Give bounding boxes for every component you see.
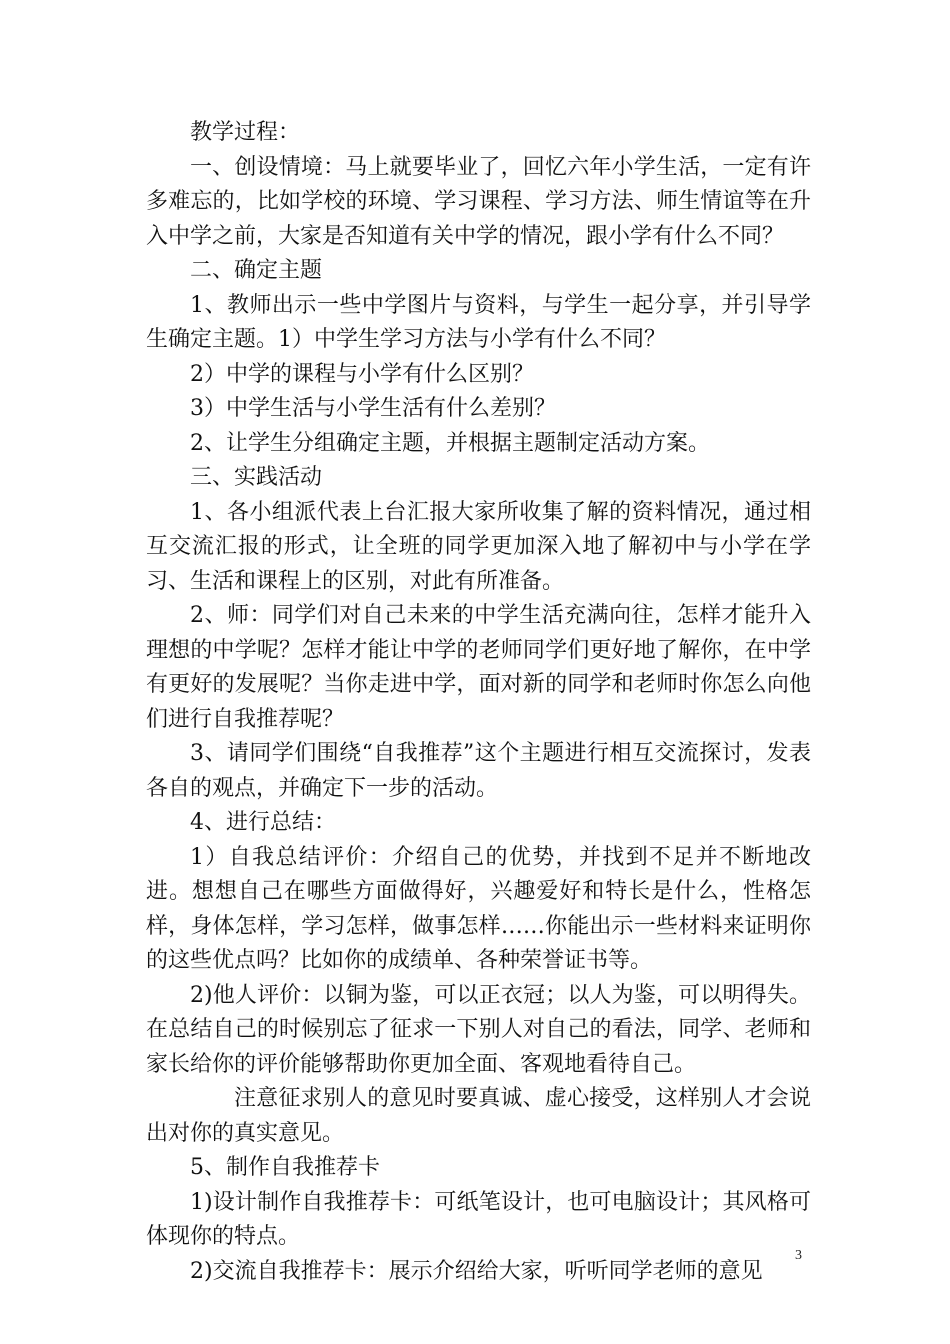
paragraph: 3、请同学们围绕“自我推荐”这个主题进行相互交流探讨，发表各自的观点，并确定下一步的活动。 <box>146 741 811 801</box>
paragraph: 2、师：同学们对自己未来的中学生活充满向往，怎样才能升入理想的中学呢？怎样才能让中学的老师同学们更好地了解你，在中学有更好的发展呢？当你走进中学，面对新的同学和老师时你怎么向他们进行自我推荐呢？ <box>146 603 811 732</box>
paragraph: 2)交流自我推荐卡：展示介绍给大家，听听同学老师的意见 <box>190 1258 763 1284</box>
paragraph: 1、各小组派代表上台汇报大家所收集了解的资料情况，通过相互交流汇报的形式，让全班的同学更加深入地了解初中与小学在学习、生活和课程上的区别，对此有所准备。 <box>146 499 811 594</box>
paragraph: 2、让学生分组确定主题，并根据主题制定活动方案。 <box>190 430 710 456</box>
paragraph: 教学过程： <box>190 120 301 145</box>
paragraph: 3）中学生活与小学生活有什么差别？ <box>190 396 556 421</box>
paragraph: 1、教师出示一些中学图片与资料，与学生一起分享，并引导学生确定主题。1）中学生学习方法与小学有什么不同？ <box>146 292 811 352</box>
paragraph: 1)设计制作自我推荐卡：可纸笔设计，也可电脑设计；其风格可体现你的特点。 <box>146 1189 811 1249</box>
paragraph: 二、确定主题 <box>190 258 323 283</box>
paragraph: 一、创设情境：马上就要毕业了，回忆六年小学生活，一定有许多难忘的，比如学校的环境、学习课程、学习方法、师生情谊等在升入中学之前，大家是否知道有关中学的情况，跟小学有什么不同？ <box>146 154 811 249</box>
body-text <box>146 116 811 1289</box>
page-number: 3 <box>795 1248 802 1263</box>
paragraph: 2）中学的课程与小学有什么区别？ <box>190 361 534 387</box>
paragraph: 1）自我总结评价：介绍自己的优势，并找到不足并不断地改进。想想自己在哪些方面做得好，兴趣爱好和特长是什么，性格怎样，身体怎样，学习怎样，做事怎样……你能出示一些材料来证明你的这些优点吗？比如你的成绩单、各种荣誉证书等。 <box>146 844 811 973</box>
paragraph: 三、实践活动 <box>190 465 323 490</box>
paragraph: 注意征求别人的意见时要真诚、虚心接受，这样别人才会说出对你的真实意见。 <box>146 1086 811 1146</box>
paragraph: 4、进行总结： <box>190 810 336 835</box>
paragraph: 2)他人评价：以铜为鉴，可以正衣冠；以人为鉴，可以明得失。在总结自己的时候别忘了征求一下别人对自己的看法，同学、老师和家长给你的评价能够帮助你更加全面、客观地看待自己。 <box>146 982 811 1077</box>
paragraph: 5、制作自我推荐卡 <box>190 1155 380 1180</box>
